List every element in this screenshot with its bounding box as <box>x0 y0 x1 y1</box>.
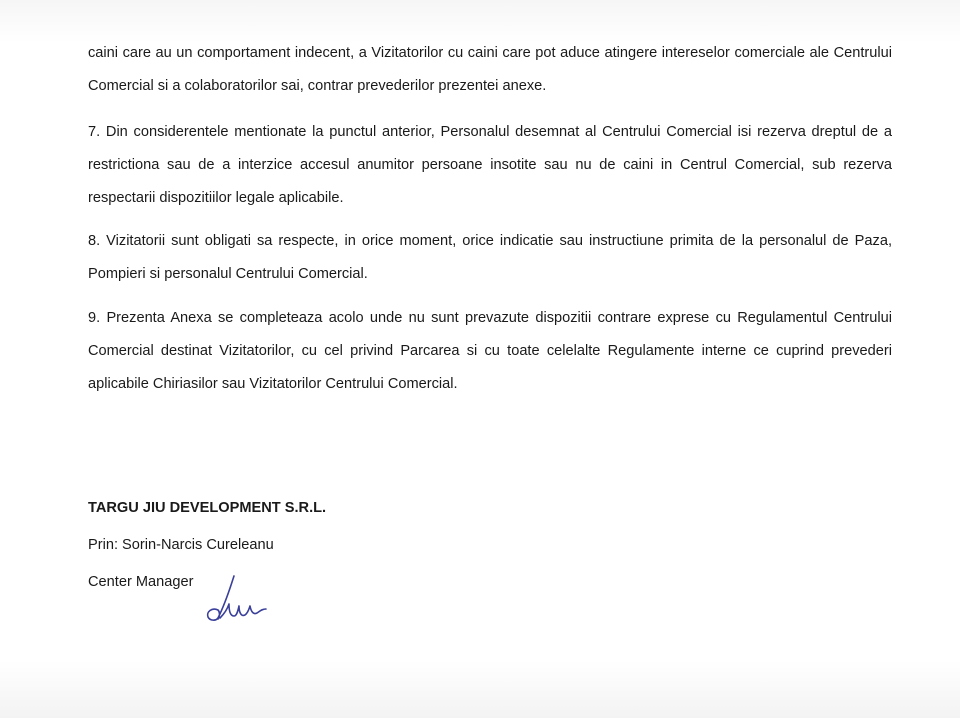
paragraph-9: 9. Prezenta Anexa se completeaza acolo unde nu sunt prevazute dispozitii contrare exprese cu Regulamentul Centrului Comercial destinat Vizitatorilor, cu cel privind Parcarea si cu toate celelalte Regulamente interne ce cuprind prevederi aplicabile Chiriasilor sau Vizitatorilor Centrului Comercial. <box>88 310 892 392</box>
signatory-role: Center Manager <box>88 574 194 590</box>
signatory-name: Prin: Sorin-Narcis Cureleanu <box>88 537 274 553</box>
intro-paragraph: caini care au un comportament indecent, a Vizitatorilor cu caini care pot aduce atingere intereselor comerciale ale Centrului Comercial si a colaboratorilor sai, contrar prevederilor prezentei anexe. <box>88 45 892 94</box>
paragraph-7: 7. Din considerentele mentionate la punctul anterior, Personalul desemnat al Centrului Comercial isi rezerva dreptul de a restrictiona sau de a interzice accesul anumitor persoane insotite sau nu de caini in Centrul Comercial, sub rezerva respectarii dispozitiilor legale aplicabile. <box>88 124 892 206</box>
paragraph-8: 8. Vizitatorii sunt obligati sa respecte, in orice moment, orice indicatie sau instructiune primita de la personalul de Paza, Pompieri si personalul Centrului Comercial. <box>88 233 892 282</box>
handwritten-signature <box>196 574 276 624</box>
company-name: TARGU JIU DEVELOPMENT S.R.L. <box>88 500 327 516</box>
